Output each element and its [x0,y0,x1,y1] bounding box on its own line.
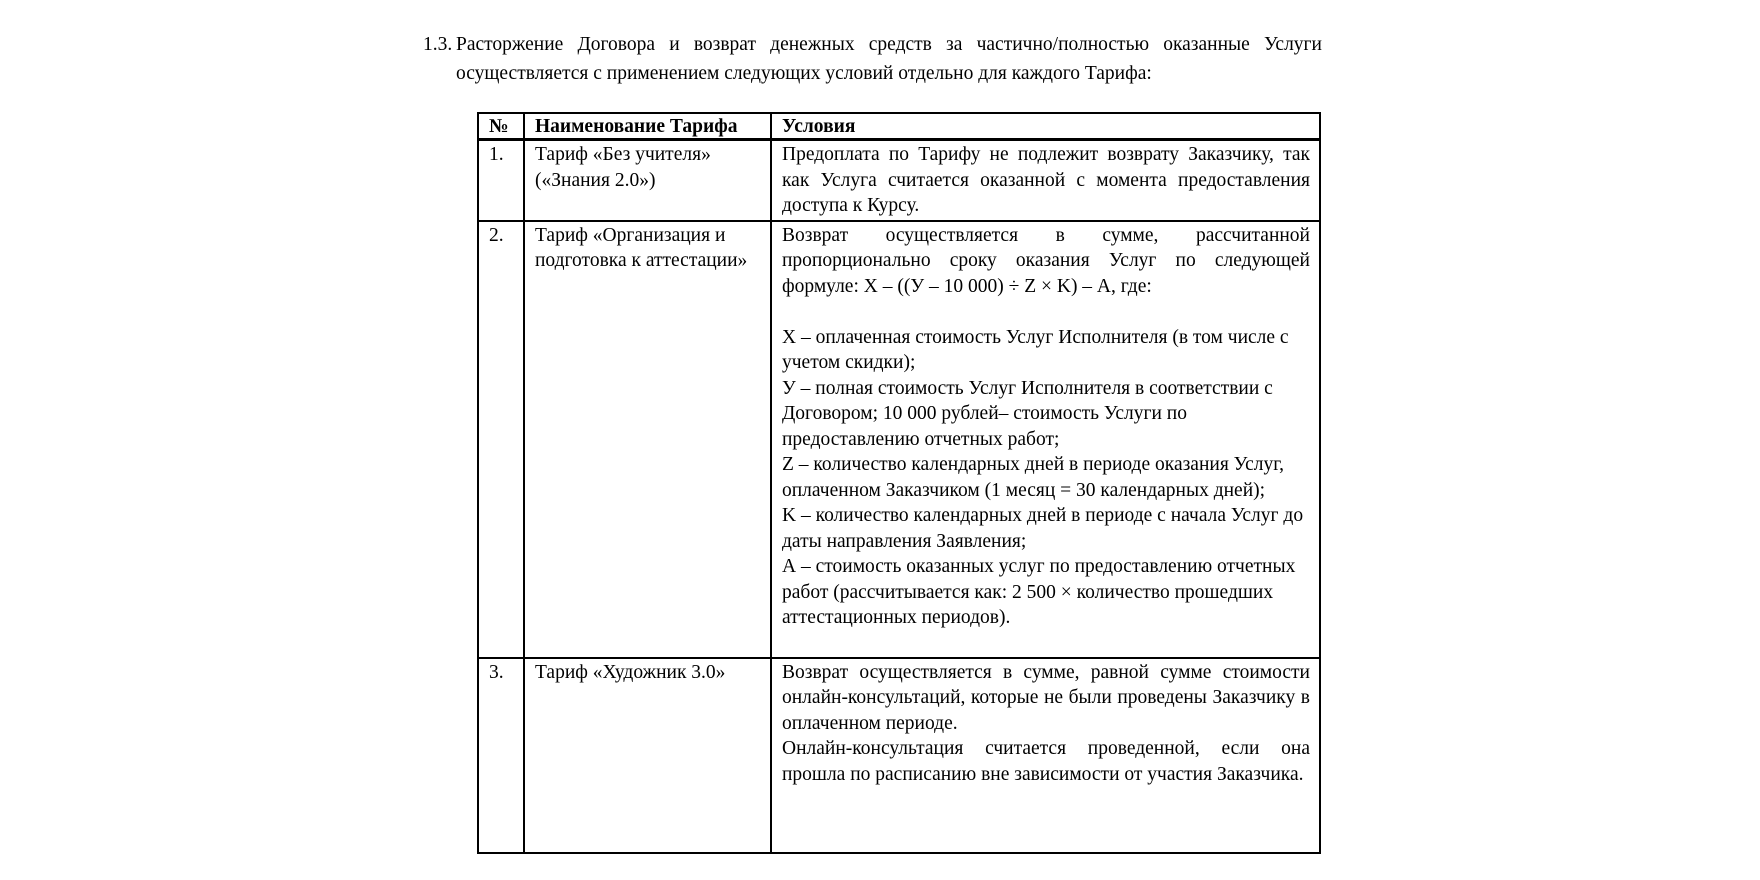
row-2-number: 2. [478,221,524,658]
row-2-definition-k: K – количество календарных дней в периоде с начала Услуг до даты направления Заявления; [782,505,1304,552]
header-conditions: Условия [771,113,1320,140]
row-1-conditions-text: Предоплата по Тарифу не подлежит возврату Заказчику, так как Услуга считается оказанной с момента предоставления доступа к Курсу. [782,144,1310,216]
row-2-definition-u: У – полная стоимость Услуг Исполнителя в соответствии с Договором; 10 000 рублей– стоимость Услуги по предоставлению отчетных работ; [782,377,1273,450]
clause-1-3 [423,30,1322,88]
table-row-3 [478,658,1320,853]
table-row-1 [478,140,1320,221]
header-number: № [478,113,524,140]
table-header-row [478,113,1320,140]
row-2-tariff-name: Тариф «Организация и подготовка к аттестации» [524,221,771,658]
tariff-table [477,112,1321,854]
row-3-conditions [771,658,1320,853]
row-1-tariff-name: Тариф «Без учителя» («Знания 2.0») [524,140,771,221]
clause-text: Расторжение Договора и возврат денежных средств за частично/полностью оказанные Услуги осуществляется с применением следующих условий отдельно для каждого Тарифа: [456,34,1322,84]
row-2-definition-a: А – стоимость оказанных услуг по предоставлению отчетных работ (рассчитывается как: 2 500 × количество прошедших аттестационных периодов). [782,556,1296,628]
blank-line [782,299,1310,325]
row-3-conditions-text-2: Онлайн-консультация считается проведенной, если она прошла по расписанию вне зависимости от участия Заказчика. [782,738,1310,785]
row-3-conditions-text-1: Возврат осуществляется в сумме, равной сумме стоимости онлайн-консультаций, которые не были проведены Заказчику в оплаченном периоде. [782,661,1310,734]
row-3-number: 3. [478,658,524,853]
row-2-definition-z: Z – количество календарных дней в периоде оказания Услуг, оплаченном Заказчиком (1 месяц = 30 календарных дней); [782,454,1284,501]
row-3-tariff-name: Тариф «Художник 3.0» [524,658,771,853]
row-1-conditions [771,140,1320,221]
row-2-refund-formula: Возврат осуществляется в сумме, рассчитанной пропорционально сроку оказания Услуг по следующей формуле: X – ((У – 10 000) ÷ Z × K) – А, где: [782,224,1310,297]
clause-number: 1.3. [423,34,453,55]
table-row-2 [478,221,1320,658]
row-1-number: 1. [478,140,524,221]
row-2-conditions [771,221,1320,658]
header-tariff-name: Наименование Тарифа [524,113,771,140]
row-2-definition-x: Х – оплаченная стоимость Услуг Исполнителя (в том числе с учетом скидки); [782,326,1289,373]
